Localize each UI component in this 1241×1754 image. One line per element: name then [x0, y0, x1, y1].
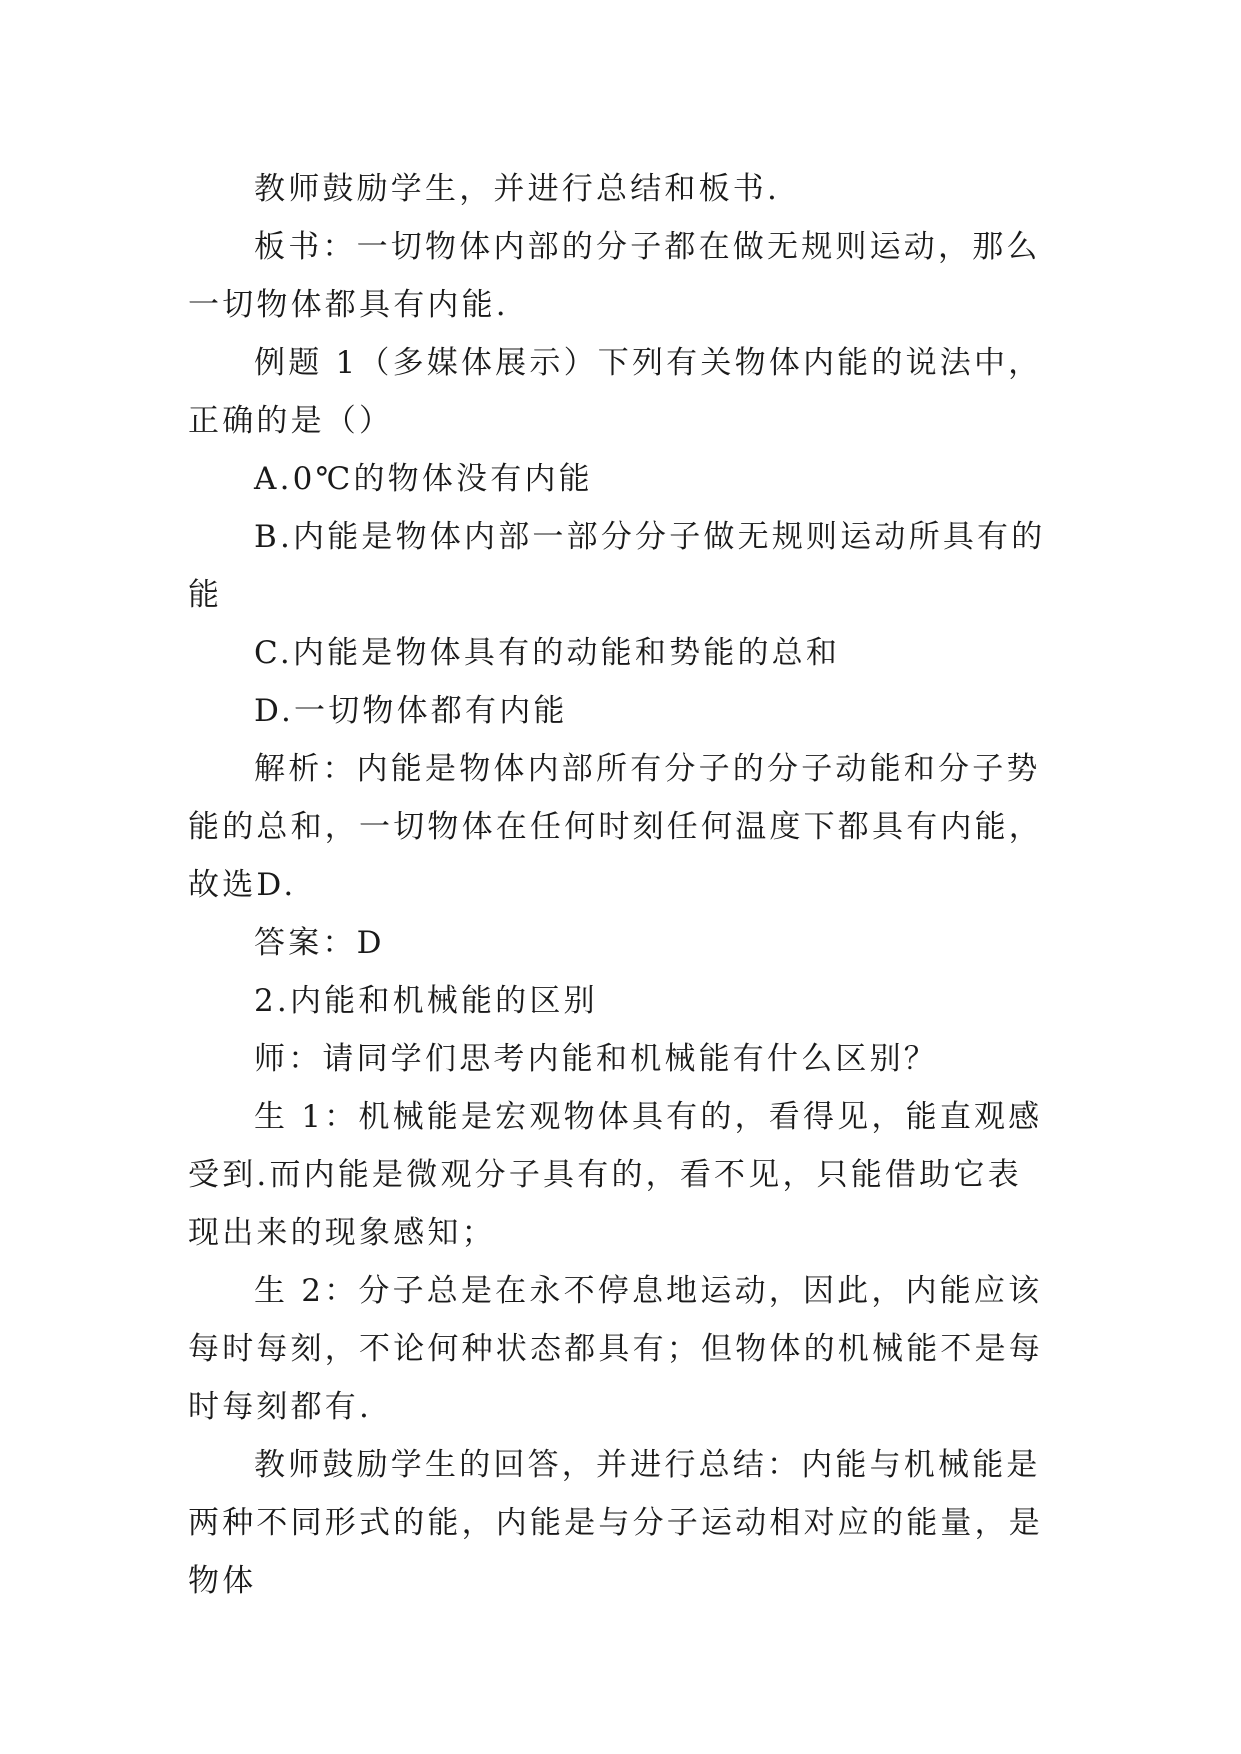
document-page — [188, 160, 1050, 1610]
paragraph-board-note: 板书：一切物体内部的分子都在做无规则运动，那么一切物体都具有内能. — [188, 229, 1041, 323]
option-a: A.0℃的物体没有内能 — [254, 461, 593, 497]
paragraph-student-1: 生 1：机械能是宏观物体具有的，看得见，能直观感受到.而内能是微观分子具有的，看不见，只能借助它表现出来的现象感知； — [188, 1099, 1043, 1251]
paragraph-summary: 教师鼓励学生，并进行总结和板书. — [254, 171, 781, 207]
paragraph-analysis: 解析：内能是物体内部所有分子的分子动能和分子势能的总和，一切物体在任何时刻任何温度下都具有内能，故选D. — [188, 751, 1043, 903]
paragraph-example-question: 例题 1（多媒体展示）下列有关物体内能的说法中，正确的是（） — [188, 345, 1043, 439]
option-c: C.内能是物体具有的动能和势能的总和 — [254, 635, 841, 671]
option-d: D.一切物体都有内能 — [254, 693, 568, 729]
paragraph-answer: 答案：D — [254, 925, 385, 961]
option-b: B.内能是物体内部一部分分子做无规则运动所具有的能 — [188, 519, 1046, 613]
paragraph-student-2: 生 2：分子总是在永不停息地运动，因此，内能应该每时每刻，不论何种状态都具有；但物体的机械能不是每时每刻都有. — [188, 1273, 1043, 1425]
paragraph-teacher-summary: 教师鼓励学生的回答，并进行总结：内能与机械能是两种不同形式的能，内能是与分子运动相对应的能量，是物体 — [188, 1447, 1043, 1599]
paragraph-teacher-question: 师：请同学们思考内能和机械能有什么区别？ — [254, 1041, 938, 1077]
section-heading: 2.内能和机械能的区别 — [254, 983, 598, 1019]
